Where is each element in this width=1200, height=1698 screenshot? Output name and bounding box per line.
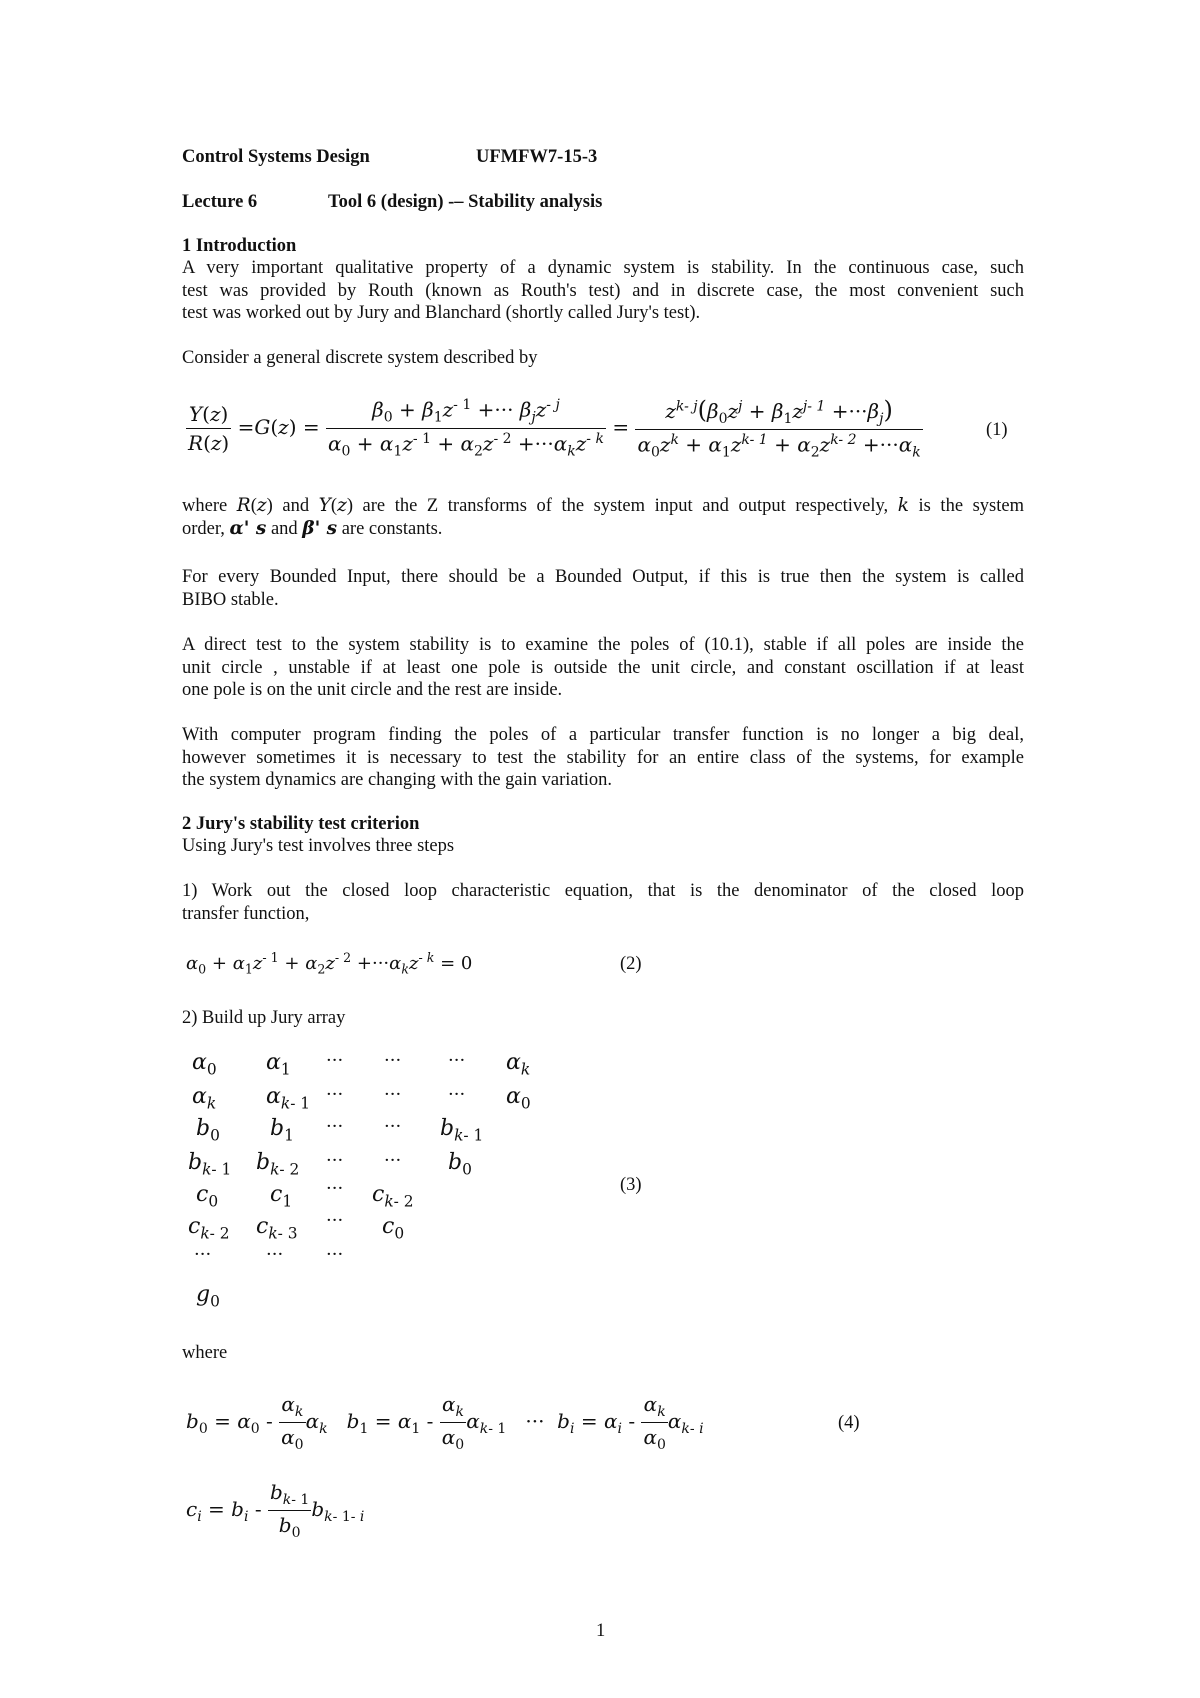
jury-dots: ··· — [194, 1244, 212, 1265]
eq1-middle-fraction: $\frac{\beta_0 + \beta_1z^{- 1} +\cdot\cdot\cdot \beta_jz^{- j}}{\alpha_0 + \alpha_1z^{- 1} + \alpha_2z^{- 2} +\cdot\cdot\cdot\alpha_kz^{- k}}$ — [327, 397, 604, 460]
jury-cell: $\alpha_1$ — [266, 1050, 291, 1079]
equation-1-number: (1) — [986, 420, 1008, 440]
equation-1: $\frac{Y(z)}{R(z)}$ =G(z) = $\frac{\beta_0 + \beta_1z^{- 1} +\cdot\cdot\cdot \beta_jz^{- j}}{\alpha_0 + \alpha_1z^{- 1} + \alpha_2z^{- 2} +\cdot\cdot\cdot\alpha_kz^{- k}}$ = $\frac{z^{k- j}(\beta_0z^j + \beta_1z^{j- 1} +\cdot\cdot\cdot\beta_j)}{\alpha_0z^k + \alpha_1z^{k- 1} + \alpha_2z^{k- 2} +\cdot\cdot\cdot\alpha_k}$ — [188, 396, 921, 461]
direct-test-paragraph — [182, 634, 1024, 702]
paragraph-line: With computer program finding the poles of a particular transfer function is no longer a big deal, — [182, 725, 1024, 745]
section-2-intro: Using Jury's test involves three steps — [182, 836, 455, 856]
jury-cell: $b_0$ — [196, 1116, 220, 1145]
equation-2-number: (2) — [620, 954, 642, 974]
jury-dots: ··· — [384, 1084, 402, 1105]
step-2-text: 2) Build up Jury array — [182, 1008, 346, 1028]
jury-cell: $c_1$ — [270, 1182, 293, 1211]
jury-dots: ··· — [384, 1116, 402, 1137]
jury-cell: $b_0$ — [448, 1150, 472, 1179]
paragraph-line: transfer function, — [182, 903, 310, 924]
jury-cell: $c_{k- 2}$ — [372, 1182, 414, 1211]
jury-cell: $b_{k- 2}$ — [256, 1150, 300, 1179]
jury-dots: ··· — [326, 1050, 344, 1071]
paragraph-line: A direct test to the system stability is to examine the poles of (10.1), stable if all poles are inside the — [182, 635, 1024, 655]
jury-dots: ··· — [266, 1244, 284, 1265]
paragraph-line: unit circle , unstable if at least one pole is outside the unit circle, and constant oscillation if at least — [182, 657, 1024, 678]
symbol-yz: Y — [318, 495, 331, 516]
equation-4: $b_0 = \alpha_0$ - $\frac{\alpha_k}{\alpha_0}$ $\alpha_k$ $b_1 = \alpha_1$ - $\frac{\alpha_k}{\alpha_0}$ $\alpha_{k- 1}$ ··· $b_i = \alpha_i$ - $\frac{\alpha_k}{\alpha_0}$ $\alpha_{k- i}$ — [186, 1392, 704, 1453]
consider-text: Consider a general discrete system described by — [182, 348, 538, 368]
paragraph-line: test was worked out by Jury and Blanchard (shortly called Jury's test). — [182, 303, 701, 323]
jury-dots: ··· — [326, 1178, 344, 1199]
page-number: 1 — [596, 1621, 606, 1641]
paragraph-line: however sometimes it is necessary to test the stability for an entire class of the systems, for example — [182, 747, 1024, 768]
jury-cell: $g_0$ — [196, 1282, 220, 1311]
where-text-e: are constants. — [337, 518, 443, 539]
course-title: Control Systems Design — [182, 147, 370, 167]
symbol-k: k — [897, 495, 909, 516]
paragraph-line: test was provided by Routh (known as Routh's test) and in discrete case, the most convenient such — [182, 280, 1024, 301]
jury-dots: ··· — [448, 1050, 466, 1071]
lecture-topic: Tool 6 (design) -– Stability analysis — [328, 192, 603, 212]
jury-dots: ··· — [326, 1244, 344, 1265]
jury-cell: $\alpha_{k- 1}$ — [266, 1084, 311, 1113]
bibo-paragraph — [182, 566, 1024, 611]
where-label: where — [182, 1343, 228, 1363]
jury-dots: ··· — [326, 1150, 344, 1171]
paragraph-line: For every Bounded Input, there should be a Bounded Output, if this is true then the system is called — [182, 567, 1024, 587]
jury-cell: $b_{k- 1}$ — [188, 1150, 232, 1179]
paragraph-line: A very important qualitative property of a dynamic system is stability. In the continuous case, such — [182, 258, 1024, 278]
jury-cell: $\alpha_k$ — [506, 1050, 531, 1079]
equation-ci: $c_i = b_i$ - $\frac{b_{k- 1}}{b_0}$ $b_{k- 1- i}$ — [186, 1480, 365, 1541]
jury-dots: ··· — [326, 1084, 344, 1105]
paragraph-line: one pole is on the unit circle and the rest are inside. — [182, 680, 563, 700]
jury-cell: $c_{k- 3}$ — [256, 1214, 298, 1243]
section-1-heading: 1 Introduction — [182, 236, 297, 256]
jury-dots: ··· — [448, 1084, 466, 1105]
eq1-right-fraction: $\frac{z^{k- j}(\beta_0z^j + \beta_1z^{j- 1} +\cdot\cdot\cdot\beta_j)}{\alpha_0z^k + \alpha_1z^{k- 1} + \alpha_2z^{k- 2} +\cdot\cdot\cdot\alpha_k}$ — [637, 396, 921, 461]
jury-cell: $c_0$ — [196, 1182, 219, 1211]
step-1-paragraph — [182, 880, 1024, 925]
lecture-label: Lecture 6 — [182, 192, 258, 212]
course-code: UFMFW7-15-3 — [476, 147, 598, 167]
symbol-betas: β' s — [302, 517, 338, 539]
paragraph-line: BIBO stable. — [182, 589, 279, 610]
jury-dots: ··· — [384, 1150, 402, 1171]
where-paragraph: where R(z) and Y(z) are the Z transforms of the system input and output respectively, k is the system order, α' s and β' s are constants. — [182, 495, 1024, 539]
symbol-alphas: α' s — [229, 517, 267, 539]
jury-cell: $\alpha_k$ — [192, 1084, 217, 1113]
section-2-heading: 2 Jury's stability test criterion — [182, 814, 420, 834]
paragraph-line: 1) Work out the closed loop characteristic equation, that is the denominator of the closed loop — [182, 881, 1024, 901]
jury-cell: $b_1$ — [270, 1116, 294, 1145]
jury-dots: ··· — [326, 1210, 344, 1231]
jury-cell: $b_{k- 1}$ — [440, 1116, 484, 1145]
equation-2: $\alpha_0 + \alpha_1z^{- 1} + \alpha_2z^{- 2} +\cdot\cdot\cdot\alpha_kz^{- k} = 0$ — [186, 950, 473, 977]
computer-program-paragraph — [182, 724, 1024, 792]
where-text-c: is the system — [908, 496, 1024, 516]
where-text-a: where — [182, 496, 237, 516]
jury-cell: $c_0$ — [382, 1214, 405, 1243]
jury-dots: ··· — [384, 1050, 402, 1071]
intro-paragraph — [182, 257, 1024, 325]
where-text-b: are the Z transforms of the system input and output respectively, — [352, 496, 898, 516]
equation-3-number: (3) — [620, 1175, 642, 1195]
symbol-rz: R — [236, 495, 251, 516]
jury-cell: $c_{k- 2}$ — [188, 1214, 230, 1243]
paragraph-line: the system dynamics are changing with the gain variation. — [182, 770, 613, 790]
equation-4-number: (4) — [838, 1413, 860, 1433]
jury-cell: $\alpha_0$ — [192, 1050, 217, 1079]
jury-dots: ··· — [326, 1116, 344, 1137]
where-text-d: order, — [182, 518, 230, 539]
jury-cell: $\alpha_0$ — [506, 1084, 531, 1113]
eq1-lhs-fraction: $\frac{Y(z)}{R(z)}$ — [188, 401, 230, 455]
